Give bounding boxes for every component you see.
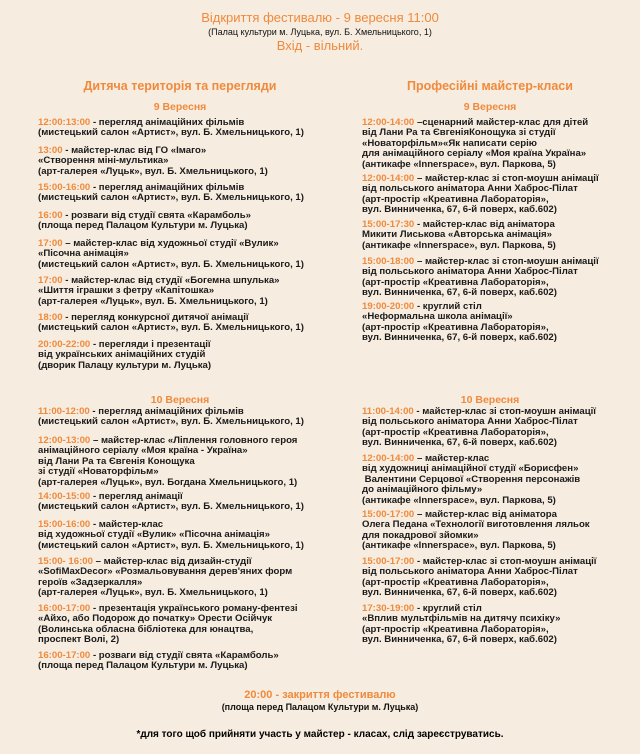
event-detail-line: вул. Винниченка, 67, 6-й поверх, каб.602) bbox=[362, 437, 557, 449]
schedule-event bbox=[362, 257, 599, 299]
event-description: - круглий стіл bbox=[414, 603, 482, 614]
event-description: - майстер-клас зі стоп-моушн анімації bbox=[414, 556, 597, 567]
event-description: – майстер-клас зі стоп-моушн анімації bbox=[414, 256, 599, 267]
event-detail-line: (арт-простір «Креативна Лабораторія», bbox=[362, 276, 549, 288]
event-time: 15:00-17:00 bbox=[362, 556, 415, 567]
event-description: - перегляд анімаційних фільмів bbox=[89, 406, 244, 417]
event-description: - перегляд анімації bbox=[90, 491, 183, 502]
event-description: – майстер-клас bbox=[414, 453, 490, 464]
event-detail-line: для анімаційного серіалу «Моя країна Україна» bbox=[362, 148, 587, 160]
event-time: 15:00-17:30 bbox=[362, 219, 415, 230]
event-detail-line: (Волинська обласна бібліотека для юнацтва, bbox=[38, 623, 254, 635]
event-detail-line: від польського аніматора Анни Хаброс-Пілат bbox=[362, 183, 578, 195]
event-detail-line: від польського аніматора Анни Хаброс-Пілат bbox=[362, 566, 578, 578]
day-header: 10 Вересня bbox=[150, 394, 210, 406]
opening-address: (Палац культури м. Луцька, вул. Б. Хмельницького, 1) bbox=[208, 27, 432, 37]
event-detail-line: проспект Волі, 2) bbox=[38, 634, 120, 646]
event-description: – майстер-клас «Ліплення головного героя bbox=[90, 435, 298, 446]
closing-address: (площа перед Палацом Культури м. Луцька) bbox=[221, 702, 419, 712]
event-detail-line: вул. Винниченка, 67, 6-й поверх, каб.602) bbox=[362, 587, 557, 599]
event-detail-line: (антикафе «Innerspace», вул. Паркова, 5) bbox=[362, 239, 556, 251]
event-detail-line: від Лани Ра та Євгенія Конощука bbox=[38, 455, 195, 467]
event-time: 12:00-14:00 bbox=[362, 453, 415, 464]
event-time: 15:00-16:00 bbox=[38, 519, 91, 530]
event-detail-line: анімаційного серіалу «Моя країна - Україна» bbox=[38, 445, 248, 457]
event-time: 16:00-17:00 bbox=[38, 650, 91, 661]
schedule-event bbox=[38, 211, 251, 232]
event-detail-line: (мистецький салон «Артист», вул. Б. Хмельницького, 1) bbox=[38, 539, 304, 551]
event-detail-line: (мистецький салон «Артист», вул. Б. Хмельницького, 1) bbox=[38, 258, 304, 270]
event-detail-line: «Створення міні-мультика» bbox=[38, 155, 169, 167]
entry-free: Вхід - вільний. bbox=[276, 38, 364, 53]
schedule-event bbox=[38, 651, 279, 672]
event-detail-line: «Айхо, або Подорож до початку» Орести Осійчук bbox=[38, 613, 273, 625]
event-detail-line: (арт-простір «Креативна Лабораторія», bbox=[362, 193, 549, 205]
schedule-event bbox=[38, 276, 280, 307]
event-detail-line: (антикафе «Innerspace», вул. Паркова, 5) bbox=[362, 540, 556, 552]
event-detail-line: від польського аніматора Анни Хаброс-Пілат bbox=[362, 416, 578, 428]
schedule-event bbox=[38, 604, 298, 646]
schedule-event bbox=[362, 454, 580, 506]
event-description: – майстер-клас від аніматора bbox=[414, 509, 557, 520]
event-detail-line: для покадрової зйомки» bbox=[362, 529, 479, 541]
event-detail-line: (арт-галерея «Луцьк», вул. Б. Хмельницького, 1) bbox=[38, 165, 268, 177]
event-time: 14:00-15:00 bbox=[38, 491, 91, 502]
event-detail-line: (арт-простір «Креативна Лабораторія», bbox=[362, 321, 549, 333]
event-description: - майстер-клас bbox=[90, 519, 164, 530]
event-time: 12:00-14:00 bbox=[362, 173, 415, 184]
day-header: 9 Вересня bbox=[463, 101, 517, 113]
event-description: - перегляди і презентації bbox=[90, 339, 211, 350]
event-detail-line: «Пісочна анімація» bbox=[38, 248, 129, 260]
event-time: 15:00-18:00 bbox=[362, 256, 415, 267]
event-time: 12:00:13:00 bbox=[38, 117, 91, 128]
event-time: 19:00-20:00 bbox=[362, 301, 415, 312]
schedule-event bbox=[38, 146, 268, 177]
event-time: 16:00 bbox=[38, 210, 63, 221]
event-time: 16:00-17:00 bbox=[38, 603, 91, 614]
column-title-masterclasses: Професійні майстер-класи bbox=[407, 79, 573, 93]
event-detail-line: Олега Педана «Технології виготовлення ляльок bbox=[362, 519, 590, 531]
event-detail-line: героїв «Задзеркалля» bbox=[38, 576, 143, 588]
event-description: - презентація українського роману-фентезі bbox=[90, 603, 298, 614]
event-detail-line: (дворик Палацу культури м. Луцька) bbox=[38, 359, 212, 371]
schedule-event bbox=[362, 118, 588, 170]
schedule-event bbox=[362, 557, 597, 599]
column-title-children: Дитяча територія та перегляди bbox=[83, 79, 277, 93]
event-time: 15:00-17:00 bbox=[362, 509, 415, 520]
schedule-event bbox=[362, 174, 599, 216]
event-description: - майстер-клас від аніматора bbox=[414, 219, 555, 230]
registration-note: *для того щоб прийняти участь у майстер - класах, слід зареєструватись. bbox=[136, 729, 504, 740]
event-detail-line: (арт-простір «Креативна Лабораторія», bbox=[362, 426, 549, 438]
event-detail-line: від художньої студії «Вулик» «Пісочна анімація» bbox=[38, 529, 270, 541]
schedule-event bbox=[38, 436, 297, 488]
event-time: 17:00 bbox=[38, 238, 63, 249]
event-detail-line: від польського аніматора Анни Хаброс-Пілат bbox=[362, 266, 578, 278]
event-description: - круглий стіл bbox=[414, 301, 482, 312]
event-detail-line: «Вплив мультфільмів на дитячу психіку» bbox=[362, 613, 561, 625]
schedule-event bbox=[38, 340, 211, 371]
event-detail-line: (мистецький салон «Артист», вул. Б. Хмельницького, 1) bbox=[38, 127, 304, 139]
event-time: 15:00- 16:00 bbox=[38, 556, 93, 567]
event-detail-line: вул. Винниченка, 67, 6-й поверх, каб.602) bbox=[362, 634, 557, 646]
schedule-event bbox=[362, 220, 556, 251]
event-time: 12:00-14:00 bbox=[362, 117, 415, 128]
event-detail-line: «SofiMaxDecor» «Розмальовування дерев'яних форм bbox=[38, 566, 293, 578]
event-detail-line: «Новаторфільм»«Як написати серію bbox=[362, 137, 537, 149]
event-detail-line: вул. Винниченка, 67, 6-й поверх, каб.602) bbox=[362, 287, 557, 299]
event-time: 20:00-22:00 bbox=[38, 339, 91, 350]
event-detail-line: (арт-галерея «Луцьк», вул. Богдана Хмельницького, 1) bbox=[38, 476, 298, 488]
event-detail-line: (антикафе «Innerspace», вул. Паркова, 5) bbox=[362, 494, 556, 506]
event-time: 11:00-14:00 bbox=[362, 406, 414, 417]
event-description: – майстер-клас зі стоп-моушн анімації bbox=[414, 173, 599, 184]
event-detail-line: (антикафе «Innerspace», вул. Паркова, 5) bbox=[362, 158, 556, 170]
event-detail-line: (арт-галерея «Луцьк», вул. Б. Хмельницького, 1) bbox=[38, 587, 268, 599]
schedule-event bbox=[362, 510, 590, 552]
event-time: 13:00 bbox=[38, 145, 63, 156]
event-description: – майстер-клас від дизайн-студії bbox=[92, 556, 252, 567]
event-time: 12:00-13:00 bbox=[38, 435, 91, 446]
schedule-event bbox=[38, 557, 292, 599]
event-time: 18:00 bbox=[38, 312, 63, 323]
event-description: - майстер-клас від студії «Богемна шпулька» bbox=[62, 275, 280, 286]
event-detail-line: від Лани Ра та ЄвгеніяКонощука зі студії bbox=[362, 127, 556, 139]
event-detail-line: (мистецький салон «Артист», вул. Б. Хмельницького, 1) bbox=[38, 322, 304, 334]
day-header: 9 Вересня bbox=[153, 101, 207, 113]
schedule-event bbox=[38, 407, 304, 428]
event-detail-line: (мистецький салон «Артист», вул. Б. Хмельницького, 1) bbox=[38, 501, 304, 513]
closing-title: 20:00 - закриття фестивалю bbox=[244, 689, 396, 701]
event-time: 15:00-16:00 bbox=[38, 182, 91, 193]
event-description: - майстер-клас зі стоп-моушн анімації bbox=[413, 406, 596, 417]
event-time: 17:00 bbox=[38, 275, 63, 286]
event-time: 11:00-12:00 bbox=[38, 406, 90, 417]
event-detail-line: до анімаційного фільму» bbox=[362, 484, 483, 496]
event-description: - перегляд анімаційних фільмів bbox=[90, 117, 245, 128]
event-description: - перегляд анімаційних фільмів bbox=[90, 182, 245, 193]
opening-title: Відкриття фестивалю - 9 вересня 11:00 bbox=[201, 10, 439, 25]
schedule-event bbox=[38, 520, 304, 551]
schedule-event bbox=[38, 183, 304, 204]
event-description: - перегляд конкурсної дитячої анімації bbox=[62, 312, 249, 323]
schedule-event bbox=[38, 313, 304, 334]
event-detail-line: (мистецький салон «Артист», вул. Б. Хмельницького, 1) bbox=[38, 192, 304, 204]
event-description: - майстер-клас від ГО «Імаго» bbox=[62, 145, 207, 156]
event-detail-line: вул. Винниченка, 67, 6-й поверх, каб.602) bbox=[362, 204, 557, 216]
event-detail-line: Микити Лиськова «Авторська анімація» bbox=[362, 229, 552, 241]
event-description: - розваги від студії свята «Карамболь» bbox=[62, 210, 251, 221]
event-detail-line: (арт-простір «Креативна Лабораторія», bbox=[362, 623, 549, 635]
schedule-event bbox=[38, 492, 304, 513]
event-detail-line: Валентини Серцової «Створення персонажів bbox=[362, 473, 581, 485]
event-detail-line: зі студії «Новаторфільм» bbox=[38, 466, 159, 478]
day-header: 10 Вересня bbox=[460, 394, 520, 406]
event-detail-line: (площа перед Палацом Культури м. Луцька) bbox=[38, 660, 248, 672]
event-detail-line: «Шиття іграшки з фетру «Капітошка» bbox=[38, 285, 215, 297]
event-detail-line: (арт-галерея «Луцьк», вул. Б. Хмельницького, 1) bbox=[38, 295, 268, 307]
schedule-event bbox=[362, 302, 557, 344]
event-detail-line: (площа перед Палацом Культури м. Луцька) bbox=[38, 220, 248, 232]
event-description: – майстер-клас від художньої студії «Вулик» bbox=[62, 238, 279, 249]
schedule-event bbox=[362, 407, 596, 449]
event-description: –сценарний майстер-клас для дітей bbox=[414, 117, 589, 128]
schedule-event bbox=[38, 118, 304, 139]
event-description: - розваги від студії свята «Карамболь» bbox=[90, 650, 279, 661]
event-detail-line: (мистецький салон «Артист», вул. Б. Хмельницького, 1) bbox=[38, 416, 304, 428]
schedule-event bbox=[362, 604, 560, 646]
event-detail-line: «Неформальна школа анімації» bbox=[362, 311, 513, 323]
event-time: 17:30-19:00 bbox=[362, 603, 415, 614]
event-detail-line: від українських анімаційних студій bbox=[38, 349, 206, 361]
event-detail-line: від художниці анімаційної студії «Борисфен» bbox=[362, 463, 579, 475]
schedule-event bbox=[38, 239, 304, 270]
event-detail-line: (арт-простір «Креативна Лабораторія», bbox=[362, 576, 549, 588]
event-detail-line: вул. Винниченка, 67, 6-й поверх, каб.602) bbox=[362, 332, 557, 344]
